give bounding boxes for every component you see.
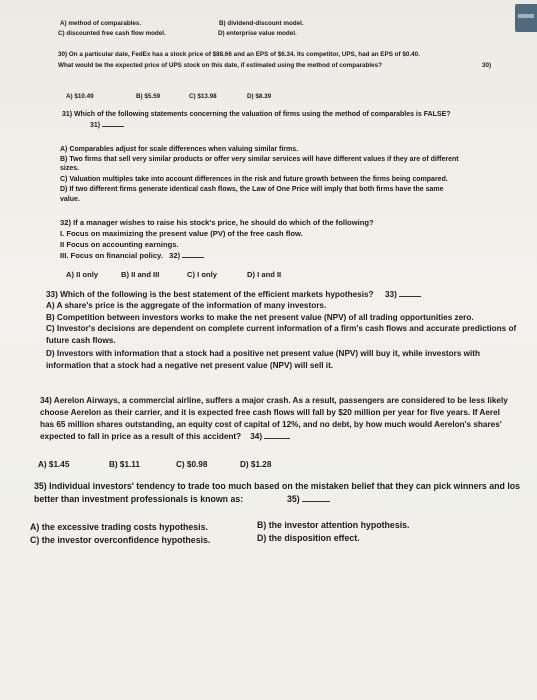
q33-number: 33) bbox=[385, 290, 421, 299]
answer-blank bbox=[264, 437, 290, 439]
answer-blank bbox=[102, 125, 124, 127]
q33-option-b: B) Competition between investors works to make the net present value (NPV) of all trading opportunities zero. bbox=[46, 313, 474, 322]
q33-option-c-line2: future cash flows. bbox=[46, 336, 116, 345]
q35-question-line2: better than investment professionals is known as: bbox=[34, 494, 244, 504]
q29-option-d: D) enterprise value model. bbox=[218, 30, 297, 37]
q33-option-d-line2: information that a stock had a negative net present value (NPV) will sell it. bbox=[46, 361, 334, 370]
q34-question-line4: expected to fall in price as a result of this accident? 34) bbox=[40, 432, 290, 441]
page-tab-marker bbox=[515, 4, 537, 32]
q31-option-d-line2: value. bbox=[60, 196, 80, 203]
q32-item-iii: III. Focus on financial policy. 32) bbox=[60, 251, 204, 260]
q29-option-c: C) discounted free cash flow model. bbox=[58, 30, 166, 37]
q34-question-line2: choose Aerelon as their carrier, and it is expected free cash flows will fall by $20 million per year for five years. If Aerel bbox=[40, 408, 500, 417]
q35-option-a: A) the excessive trading costs hypothesis. bbox=[30, 522, 208, 532]
q33-option-a: A) A share's price is the aggregate of the information of many investors. bbox=[46, 301, 327, 310]
q32-item-ii: II Focus on accounting earnings. bbox=[60, 240, 179, 249]
answer-blank bbox=[399, 295, 421, 297]
q35-number: 35) bbox=[287, 494, 330, 504]
q34-question-line3: has 65 million shares outstanding, an equity cost of capital of 12%, and no debt, by how much would Aerelon's shares' bbox=[40, 420, 502, 429]
q34-answer-b: B) $1.11 bbox=[109, 460, 140, 469]
q35-option-d: D) the disposition effect. bbox=[257, 533, 360, 543]
q33-option-d-line1: D) Investors with information that a stock had a positive net present value (NPV) will buy it, while investors with bbox=[46, 349, 481, 358]
q30-answer-a: A) $10.49 bbox=[66, 93, 94, 100]
answer-blank bbox=[302, 500, 330, 502]
q32-number: 32) bbox=[169, 251, 181, 260]
q34-question-line1: 34) Aerelon Airways, a commercial airline, suffers a major crash. As a result, passengers are considered to be less likely bbox=[40, 396, 508, 405]
q30-number: 30) bbox=[482, 62, 492, 69]
q34-answer-a: A) $1.45 bbox=[38, 460, 70, 469]
q34-answer-d: D) $1.28 bbox=[240, 460, 272, 469]
q30-answer-b: B) $5.59 bbox=[136, 93, 161, 100]
q31-option-a: A) Comparables adjust for scale differences when valuing similar firms. bbox=[60, 146, 299, 153]
q34-answer-c: C) $0.98 bbox=[176, 460, 208, 469]
q30-question-line2: What would be the expected price of UPS stock on this date, if estimated using the method of comparables? bbox=[58, 62, 382, 69]
answer-blank bbox=[182, 256, 204, 258]
q32-answer-c: C) I only bbox=[187, 270, 217, 279]
q31-number: 31) bbox=[90, 122, 124, 129]
q34-number: 34) bbox=[250, 432, 263, 441]
q31-question: 31) Which of the following statements concerning the valuation of firms using the method of comparables is FALSE? bbox=[62, 111, 451, 118]
q32-answer-a: A) II only bbox=[66, 270, 99, 279]
q32-question: 32) If a manager wishes to raise his stock's price, he should do which of the following? bbox=[60, 218, 374, 227]
q31-option-b-line1: B) Two firms that sell very similar products or offer very similar services will have different values if they are of different bbox=[60, 156, 459, 163]
q32-answer-d: D) I and II bbox=[247, 270, 282, 279]
q35-question-line1: 35) Individual investors' tendency to trade too much based on the mistaken belief that they can pick winners and los bbox=[34, 481, 521, 491]
q33-question: 33) Which of the following is the best statement of the efficient markets hypothesis? bbox=[46, 290, 374, 299]
q32-item-i: I. Focus on maximizing the present value (PV) of the free cash flow. bbox=[60, 229, 303, 238]
q29-option-a: A) method of comparables. bbox=[60, 20, 142, 27]
q32-answer-b: B) II and III bbox=[121, 270, 160, 279]
q29-option-b: B) dividend-discount model. bbox=[219, 20, 304, 27]
q33-option-c-line1: C) Investor's decisions are dependent on complete current information of a firm's cash flows and accurate predictions of bbox=[46, 324, 517, 333]
q30-question-line1: 30) On a particular date, FedEx has a stock price of $88.66 and an EPS of $6.34. Its competitor, UPS, had an EPS of $0.40. bbox=[58, 51, 420, 58]
q31-option-d-line1: D) If two different firms generate identical cash flows, the Law of One Price will imply that both firms have the same bbox=[60, 186, 444, 193]
q35-option-c: C) the investor overconfidence hypothesis. bbox=[30, 535, 211, 545]
q31-option-b-line2: sizes. bbox=[60, 165, 80, 172]
q30-answer-c: C) $13.98 bbox=[189, 93, 217, 100]
q31-option-c: C) Valuation multiples take into account differences in the risk and future growth between the firms being compared. bbox=[60, 176, 448, 183]
q35-option-b: B) the investor attention hypothesis. bbox=[257, 520, 410, 530]
q30-answer-d: D) $8.39 bbox=[247, 93, 272, 100]
